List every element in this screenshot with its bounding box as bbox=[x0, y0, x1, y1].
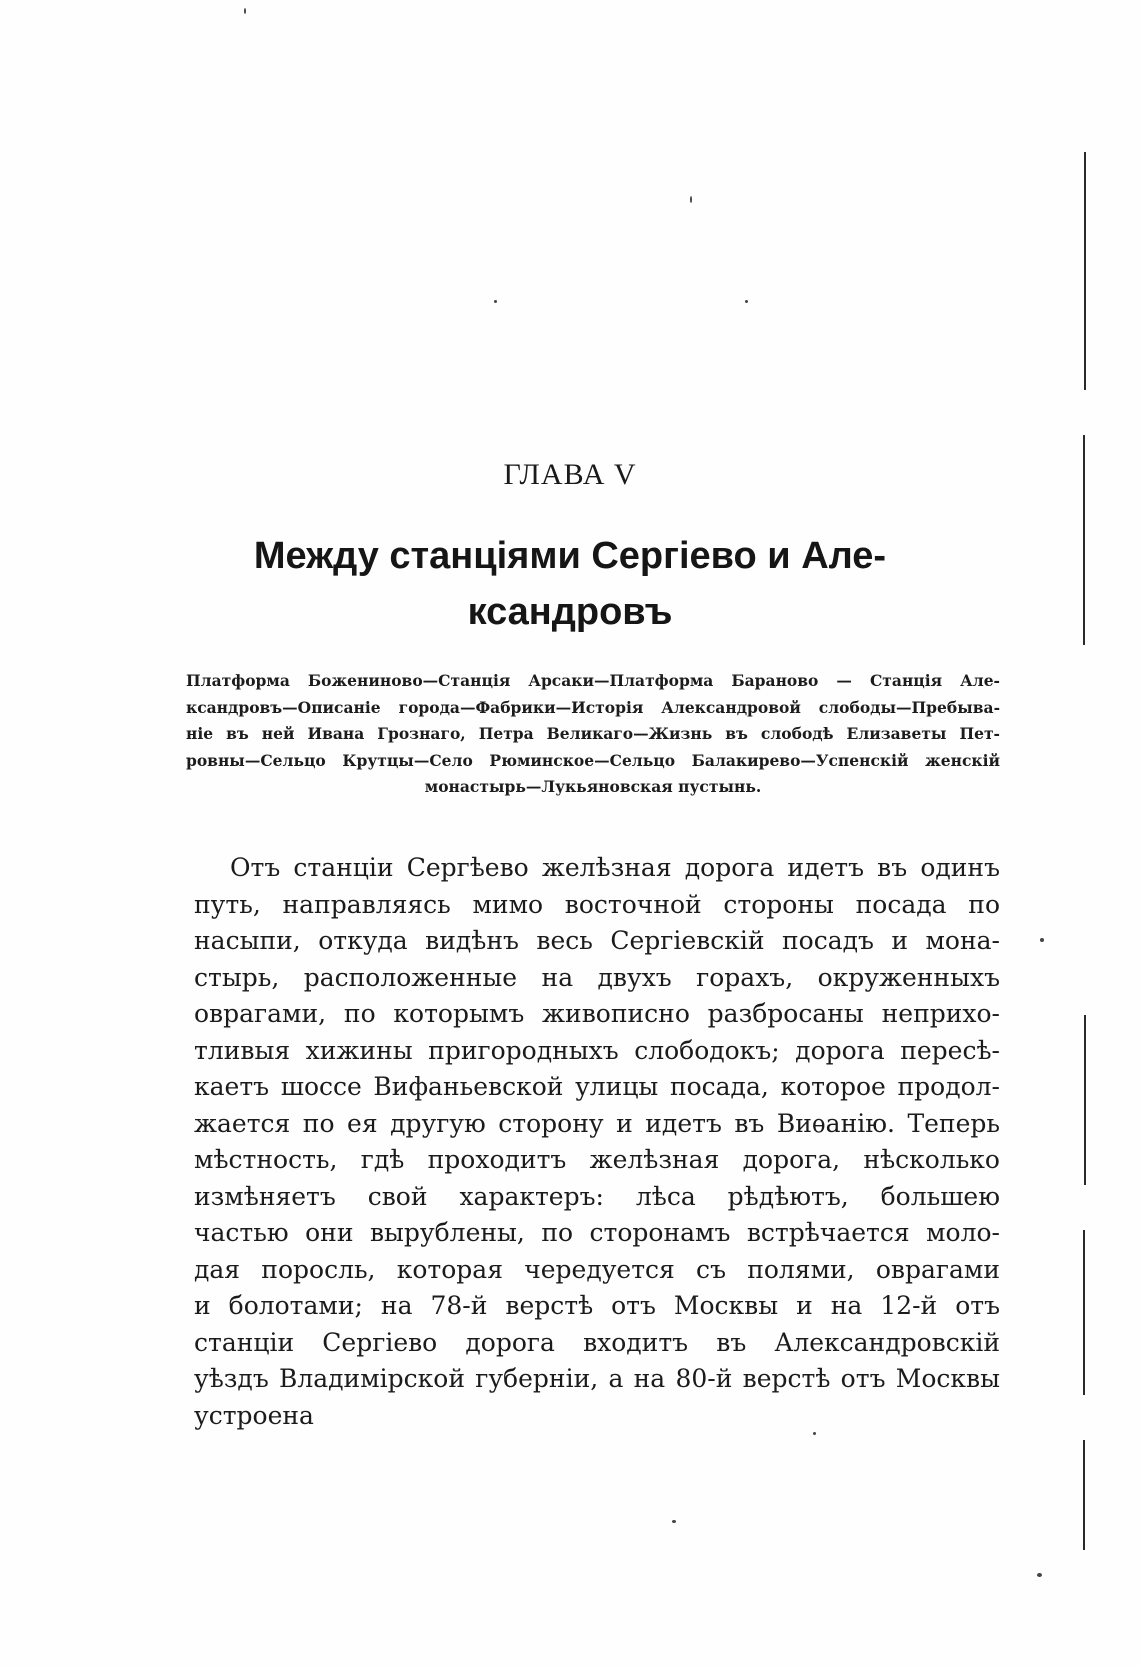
body-line: тливыя хижины пригородныхъ слободокъ; дорога пересѣ- bbox=[194, 1035, 1000, 1065]
body-line: станціи Сергіево дорога входитъ въ Александровскій bbox=[194, 1327, 1000, 1357]
scan-edge-line bbox=[1084, 1015, 1086, 1185]
scan-edge-line bbox=[1084, 152, 1086, 390]
chapter-label: ГЛАВА V bbox=[503, 458, 637, 491]
body-line: измѣняетъ свой характеръ: лѣса рѣдѣютъ, большею bbox=[194, 1181, 1000, 1211]
body-line: Отъ станціи Сергѣево желѣзная дорога идетъ въ одинъ bbox=[230, 853, 1000, 882]
scan-speck bbox=[672, 1520, 676, 1523]
chapter-summary bbox=[186, 668, 1000, 801]
summary-line: ксандровъ—Описаніе города—Фабрики—Исторія Александровой слободы—Пребыва- bbox=[186, 697, 1000, 717]
summary-line: Платформа Божениново—Станція Арсаки—Платформа Бараново — Станція Але- bbox=[186, 671, 1000, 690]
body-line: путь, направляясь мимо восточной стороны посада по bbox=[194, 889, 1000, 919]
body-line: устроена bbox=[194, 1400, 314, 1430]
body-line: каетъ шоссе Вифаньевской улицы посада, которое продол- bbox=[194, 1072, 1000, 1101]
body-line: и болотами; на 78-й верстѣ отъ Москвы и на 12-й отъ bbox=[194, 1291, 1000, 1320]
body-line: оврагами, по которымъ живописно разбросаны неприхо- bbox=[194, 999, 1000, 1028]
summary-line: ровны—Сельцо Крутцы—Село Рюминское—Сельцо Балакирево—Успенскій женскій bbox=[186, 750, 1000, 770]
summary-line: ніе въ ней Ивана Грознаго, Петра Великаго—Жизнь въ слободѣ Елизаветы Пет- bbox=[186, 724, 1000, 743]
body-line: насыпи, откуда видѣнъ весь Сергіевскій посадъ и мона- bbox=[194, 926, 1000, 955]
scan-edge-line bbox=[1083, 1230, 1085, 1395]
body-line: частью они вырублены, по сторонамъ встрѣчается моло- bbox=[194, 1218, 1000, 1247]
chapter-title-line: Между станціями Сергіево и Але- bbox=[253, 535, 887, 577]
chapter-title bbox=[0, 528, 1140, 640]
scan-speck bbox=[1040, 938, 1044, 942]
scan-edge-line bbox=[1083, 1440, 1085, 1550]
body-line: мѣстность, гдѣ проходитъ желѣзная дорога, нѣсколько bbox=[194, 1145, 1000, 1174]
scan-speck bbox=[745, 300, 748, 303]
body-line: жается по ея другую сторону и идетъ въ Виѳанію. Теперь bbox=[194, 1108, 1000, 1138]
summary-last-line: монастырь—Лукьяновская пустынь. bbox=[424, 777, 762, 796]
body-line: дая поросль, которая чередуется съ полями, оврагами bbox=[194, 1254, 1000, 1284]
body-paragraph bbox=[194, 850, 1000, 1434]
scan-speck bbox=[244, 8, 246, 14]
body-line: уѣздъ Владимірской губерніи, а на 80-й верстѣ отъ Москвы bbox=[194, 1364, 1000, 1393]
scan-speck bbox=[690, 196, 692, 203]
body-line: стырь, расположенные на двухъ горахъ, окруженныхъ bbox=[194, 962, 1000, 992]
scan-speck bbox=[494, 300, 497, 303]
scan-speck bbox=[1037, 1573, 1042, 1577]
chapter-title-line: ксандровъ bbox=[467, 591, 673, 633]
